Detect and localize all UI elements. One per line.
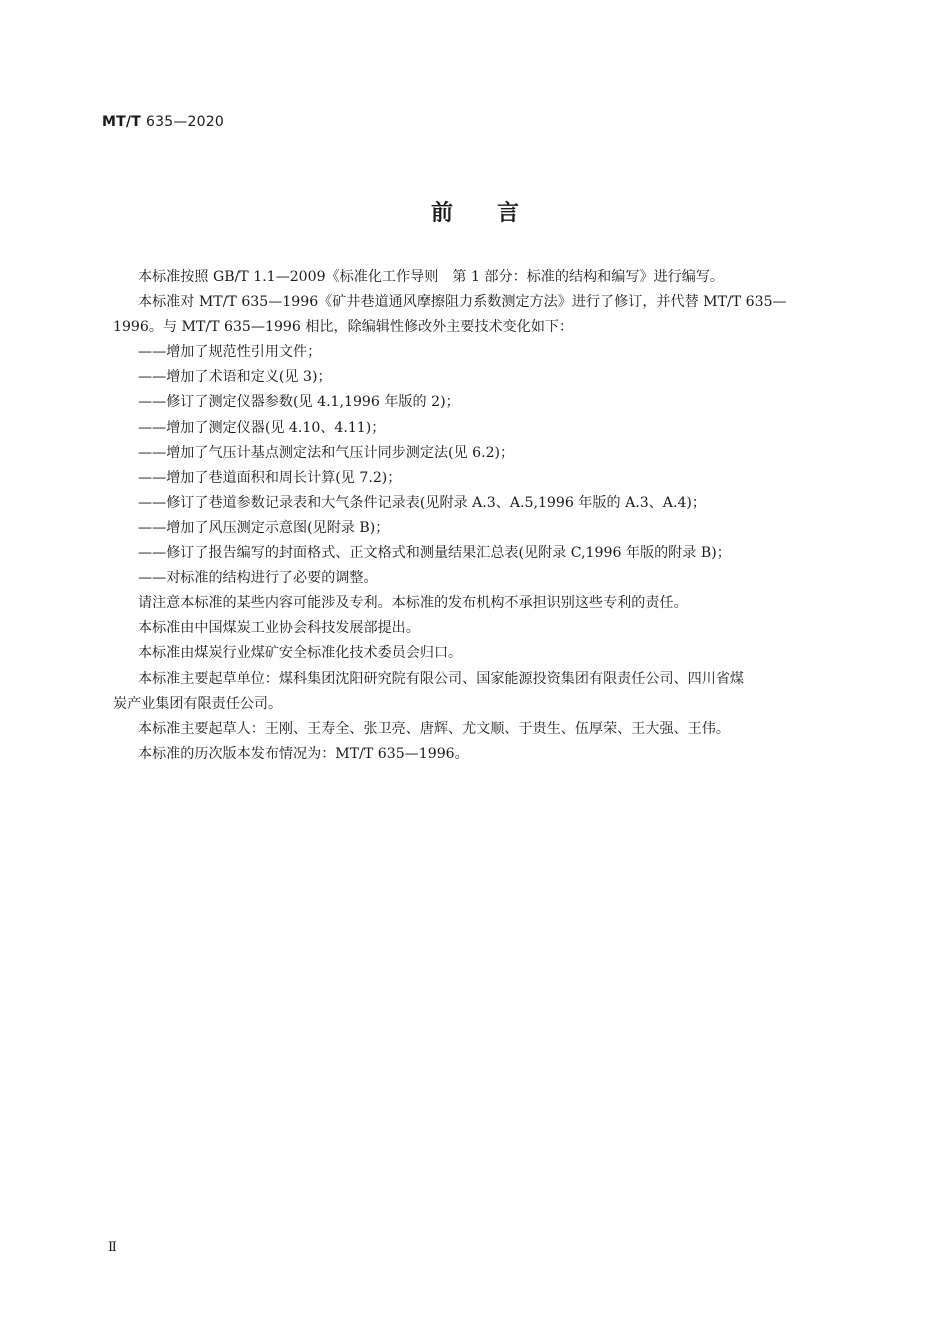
change-item: ——增加了风压测定示意图(见附录 B)； — [138, 519, 390, 536]
paragraph-drafting-units-line: 本标准主要起草单位：煤科集团沈阳研究院有限公司、国家能源投资集团有限责任公司、四川省煤 — [138, 670, 745, 687]
paragraph-basis: 本标准按照 GB/T 1.1—2009《标准化工作导则 第 1 部分：标准的结构和编写》进行编写。 — [138, 269, 725, 285]
paragraph-revision-line: 1996。与 MT/T 635—1996 相比，除编辑性修改外主要技术变化如下： — [113, 319, 574, 336]
page-number: Ⅱ — [108, 1240, 117, 1255]
paragraph-centralized-by: 本标准由煤炭行业煤矿安全标准化技术委员会归口。 — [138, 645, 463, 662]
change-item: ——增加了气压计基点测定法和气压计同步测定法(见 6.2)； — [138, 444, 515, 461]
paragraph-revision-line: 本标准对 MT/T 635—1996《矿井巷道通风摩擦阻力系数测定方法》进行了修订，并代替 MT/T 635— — [138, 294, 787, 311]
change-item: ——增加了术语和定义(见 3)； — [138, 369, 332, 386]
paragraph-drafting-units — [113, 667, 840, 717]
paragraph-patent-notice: 请注意本标准的某些内容可能涉及专利。本标准的发布机构不承担识别这些专利的责任。 — [138, 595, 688, 612]
change-item: ——对标准的结构进行了必要的调整。 — [138, 570, 378, 587]
change-item: ——修订了巷道参数记录表和大气条件记录表(见附录 A.3、A.5,1996 年版的 A.3、A.4)； — [138, 494, 706, 511]
change-item: ——修订了报告编写的封面格式、正文格式和测量结果汇总表(见附录 C,1996 年版的附录 B)； — [138, 545, 731, 562]
paragraph-drafters: 本标准主要起草人：王刚、王寿全、张卫亮、唐辉、尤文顺、于贵生、伍厚荣、王大强、王伟。 — [138, 720, 730, 737]
change-item: ——增加了规范性引用文件； — [138, 344, 322, 361]
foreword-body — [113, 265, 840, 767]
document-code-number: 635—2020 — [146, 114, 224, 130]
paragraph-history: 本标准的历次版本发布情况为：MT/T 635—1996。 — [138, 745, 469, 762]
change-item: ——修订了测定仪器参数(见 4.1,1996 年版的 2)； — [138, 394, 460, 411]
paragraph-revision — [113, 290, 840, 340]
document-code — [102, 114, 224, 130]
change-item: ——增加了测定仪器(见 4.10、4.11)； — [138, 419, 386, 436]
page-title: 前言 — [430, 201, 563, 226]
document-code-prefix: MT/T — [102, 114, 141, 130]
paragraph-drafting-units-line: 炭产业集团有限责任公司。 — [113, 695, 283, 712]
change-item: ——增加了巷道面积和周长计算(见 7.2)； — [138, 469, 402, 486]
change-list — [113, 340, 840, 591]
paragraph-proposed-by: 本标准由中国煤炭工业协会科技发展部提出。 — [138, 620, 420, 637]
